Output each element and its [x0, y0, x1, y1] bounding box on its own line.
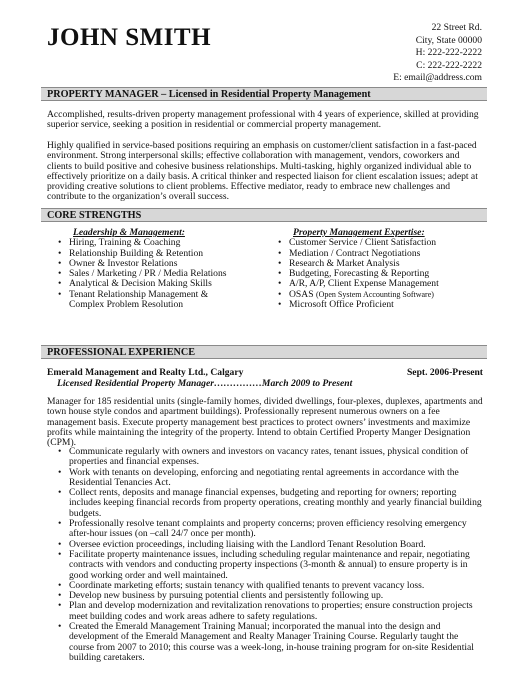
contact-address: 22 Street Rd.: [431, 22, 482, 33]
summary-paragraph-1: Accomplished, results-driven property management professional with 4 years of experience, skilled at providing superior service, seeking a position in residential or commercial property management.: [47, 109, 479, 131]
core-left-column: [58, 228, 268, 310]
list-item: • Hiring, Training & Coaching: [58, 238, 268, 248]
list-item: • Professionally resolve tenant complaints and property concerns; proven efficiency resolving emergency after-hour issues (on –call 24/7 once per month).: [58, 519, 483, 540]
core-left-list: [58, 238, 268, 310]
list-item: • Analytical & Decision Making Skills: [58, 279, 268, 289]
list-item: • Work with tenants on developing, enforcing and negotiating rental agreements in accordance with the Residential Tenancies Act.: [58, 468, 483, 489]
job-description: Manager for 185 residential units (single-family homes, divided dwellings, four-plexes, duplexes, apartments and town house style condos and apartment buildings). Professionally represent numerous owners on a fee management basis. Execute property management best practices to protect owners’ investments and maximize profits while maintaining the integrity of the property. Intend to obtain Certified Property Manger Designation (CPM).: [47, 396, 483, 449]
title-bar: PROPERTY MANAGER – Licensed in Residential Property Management: [41, 87, 487, 101]
list-item: • Budgeting, Forecasting & Reporting: [278, 269, 488, 279]
list-item: • Owner & Investor Relations: [58, 259, 268, 269]
experience-heading: PROFESSIONAL EXPERIENCE: [41, 345, 487, 359]
list-item: • Tenant Relationship Management & Complex Problem Resolution: [58, 290, 229, 311]
employer-name: Emerald Management and Realty Ltd., Calgary: [47, 367, 244, 378]
list-item: • Facilitate property maintenance issues, including scheduling regular maintenance and repair, negotiating contracts with vendors and conducting property inspections (3-month & annual) to ensure property is in good working order and well maintained.: [58, 550, 483, 581]
list-item: • Relationship Building & Retention: [58, 249, 268, 259]
list-item: • Coordinate marketing efforts; sustain tenancy with qualified tenants to prevent vacancy loss.: [58, 581, 483, 591]
osas-note: (Open System Accounting Software): [315, 289, 434, 299]
list-item: • Collect rents, deposits and manage financial expenses, budgeting and reporting for owners; reporting includes keeping financial records from property operations, creating monthly and yearly financial building budgets.: [58, 488, 483, 519]
list-item: • Plan and develop modernization and revitalization renovations to properties; ensure construction projects meet building codes and work areas adhere to safety regulations.: [58, 601, 483, 622]
list-item: • Mediation / Contract Negotiations: [278, 249, 488, 259]
core-strengths-heading: CORE STRENGTHS: [41, 208, 487, 222]
job-role: Licensed Residential Property Manager……………March 2009 to Present: [57, 378, 353, 389]
list-item: • Research & Market Analysis: [278, 259, 488, 269]
osas-label: OSAS: [289, 288, 314, 300]
list-item: • Sales / Marketing / PR / Media Relations: [58, 269, 268, 279]
core-right-column: [278, 228, 488, 310]
list-item: • Microsoft Office Proficient: [278, 300, 488, 310]
contact-info: [393, 22, 482, 85]
employer-block: [47, 367, 483, 389]
contact-cell-phone: C: 222-222-2222: [416, 59, 482, 71]
summary-paragraph-2: Highly qualified in service-based positions requiring an emphasis on customer/client satisfaction in a fast-paced environment. Strong interpersonal skills; effective collaboration with management, vendors, coworkers and clients to build positive and cohesive business relationships. Multi-tasking, highly organized individual able to effectively prioritize on a daily basis. A critical thinker and respected liaison for client escalation issues; adept at providing creative solutions to client problems. Effective mediator, ready to embrace new challenges and contribute to the organization’s overall success.: [47, 140, 478, 203]
list-item: • Communicate regularly with owners and investors on vacancy rates, tenant issues, physical condition of properties and financial expenses.: [58, 447, 483, 468]
employment-dates: Sept. 2006-Present: [406, 367, 483, 378]
list-item: • A/R, A/P, Client Expense Management: [278, 279, 488, 289]
list-item: • Created the Emerald Management Training Manual; incorporated the manual into the design and development of the Emerald Management and Realty Manager Training Course. Regularly taught the course from 2007 to 2010; this course was a week-long, in-house training program for on-site Residential building caretakers.: [58, 622, 483, 663]
contact-email: E: email@address.com: [393, 72, 482, 84]
core-right-title: Property Management Expertise:: [293, 227, 425, 238]
responsibilities-list: [58, 447, 483, 663]
list-item: • Develop new business by pursuing potential clients and persistently following up.: [58, 591, 483, 601]
candidate-name: JOHN SMITH: [47, 24, 212, 51]
contact-city: City, State 00000: [415, 34, 482, 46]
list-item: • Customer Service / Client Satisfaction: [278, 238, 488, 248]
list-item: • Oversee eviction proceedings, including liaising with the Landlord Tenant Resolution Board.: [58, 540, 483, 550]
contact-home-phone: H: 222-222-2222: [415, 47, 482, 59]
core-left-title: Leadership & Management:: [73, 227, 185, 238]
core-right-list: [278, 238, 488, 310]
